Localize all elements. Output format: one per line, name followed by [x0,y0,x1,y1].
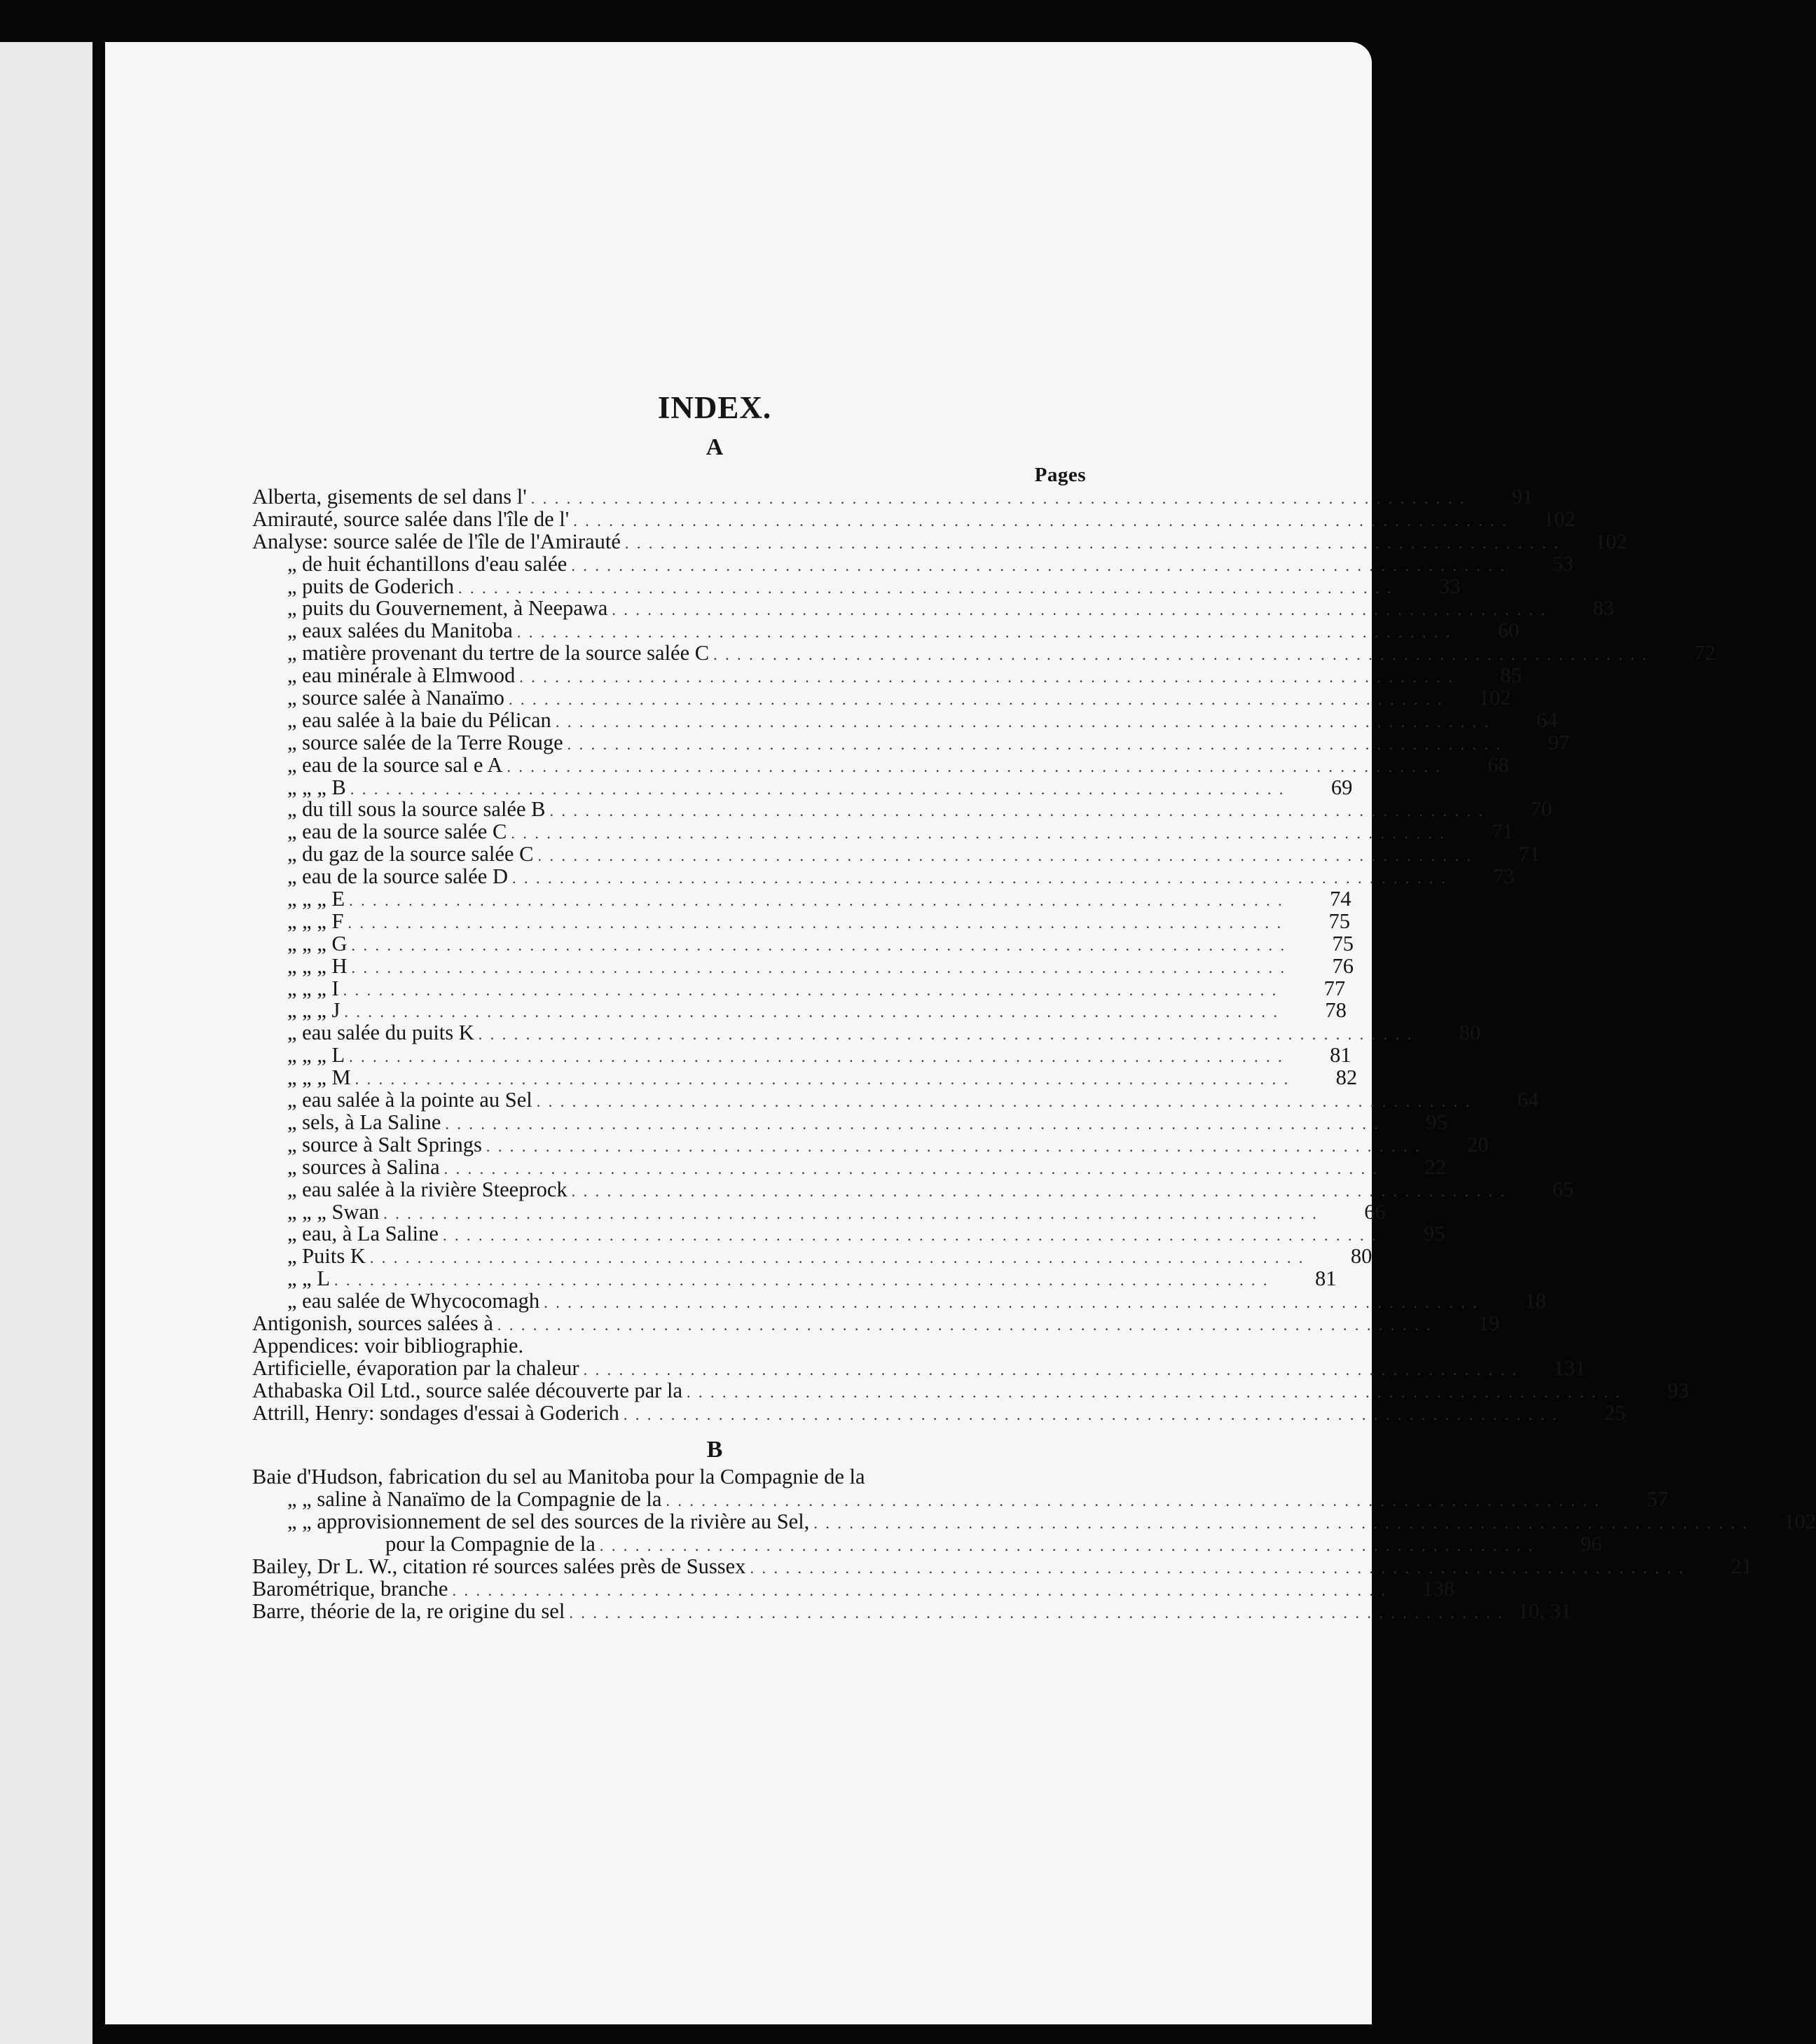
entry-text: „ eau minérale à Elmwood [287,663,516,688]
index-entry [252,909,1350,933]
dot-leader: . . . . . . . . . . . . . . . . . . . . . . . . . . . . . . . . . . . . . . . . . . . . . . . . . . . . . . . . . . . . . . . . . . . . . . . . . . . . . . . [544,1294,1479,1312]
entry-page-number: 76 [1332,953,1354,978]
entry-text: „ „ L [287,1266,330,1291]
index-entry [252,1021,1481,1045]
dot-leader: . . . . . . . . . . . . . . . . . . . . . . . . . . . . . . . . . . . . . . . . . . . . . . . . . . . . . . . . . . . . . . . . . . . . . . . . . . . . . . . [612,601,1547,619]
index-entry [252,1311,1500,1335]
dot-leader: . . . . . . . . . . . . . . . . . . . . . . . . . . . . . . . . . . . . . . . . . . . . . . . . . . . . . . . . . . . . . . . . . . . . . . . . . . . . . . . [497,1316,1433,1334]
index-entry [252,1043,1351,1068]
index-entry [252,1088,1539,1112]
dot-leader: . . . . . . . . . . . . . . . . . . . . . . . . . . . . . . . . . . . . . . . . . . . . . . . . . . . . . . . . . . . . . . . . . . . . . . . . . . . . . . . [516,623,1452,642]
index-entry [252,641,1716,665]
entry-page-number: 19 [1478,1311,1500,1335]
entry-page-number: 102 [1784,1510,1816,1534]
entry-text: „ „ „ G [287,931,348,955]
entry-page-number: 131 [1553,1355,1586,1380]
index-entry [252,953,1354,978]
entry-text: Attrill, Henry: sondages d'essai à Goderich [252,1400,619,1425]
entry-text: „ „ „ F [287,909,344,933]
dot-leader: . . . . . . . . . . . . . . . . . . . . . . . . . . . . . . . . . . . . . . . . . . . . . . . . . . . . . . . . . . . . . . . . . . . . . . . . . . . . . . . [536,1093,1472,1111]
entry-page-number: 71 [1518,842,1540,866]
entry-text: „ „ „ M [287,1065,351,1090]
entry-text: „ du till sous la source salée B [287,797,546,822]
entry-text: „ „ „ Swan [287,1199,380,1224]
facing-page-edge [0,42,92,2044]
index-sections [252,431,1816,1623]
dot-leader: . . . . . . . . . . . . . . . . . . . . . . . . . . . . . . . . . . . . . . . . . . . . . . . . . . . . . . . . . . . . . . . . . . . . . . . . . . . . . . . [571,556,1506,574]
index-entry [252,574,1461,598]
index-entry [252,1222,1445,1246]
index-entry [252,551,1574,576]
dot-leader: . . . . . . . . . . . . . . . . . . . . . . . . . . . . . . . . . . . . . . . . . . . . . . . . . . . . . . . . . . . . . . . . . . . . . . . . . . . . . . . [713,646,1649,664]
entry-text: Barométrique, branche [252,1576,448,1601]
dot-leader: . . . . . . . . . . . . . . . . . . . . . . . . . . . . . . . . . . . . . . . . . . . . . . . . . . . . . . . . . . . . . . . . . . . . . . . . . . . . . . . [624,534,1560,552]
index-entry [252,1487,1668,1512]
entry-text: „ „ „ E [287,887,345,911]
dot-leader: . . . . . . . . . . . . . . . . . . . . . . . . . . . . . . . . . . . . . . . . . . . . . . . . . . . . . . . . . . . . . . . . . . . . . . . . . . . . . . . [343,981,1279,999]
entry-text: „ „ „ H [287,953,348,978]
entry-text: „ eau salée du puits K [287,1021,474,1045]
dot-leader: . . . . . . . . . . . . . . . . . . . . . . . . . . . . . . . . . . . . . . . . . . . . . . . . . . . . . . . . . . . . . . . . . . . . . . . . . . . . . . . [750,1559,1685,1577]
dot-leader: . . . . . . . . . . . . . . . . . . . . . . . . . . . . . . . . . . . . . . . . . . . . . . . . . . . . . . . . . . . . . . . . . . . . . . . . . . . . . . . [623,1405,1559,1423]
entry-page-number: 10, 31 [1518,1598,1571,1623]
entry-text: „ puits de Goderich [287,574,454,598]
index-entry [252,1177,1574,1201]
entry-page-number: 102 [1478,686,1511,710]
entry-text: „ eau de la source salée D [287,864,508,889]
index-entry [252,1598,1571,1623]
index-entry [252,1199,1386,1224]
index-entry [252,752,1509,777]
entry-page-number: 72 [1694,641,1716,665]
entry-text: „ eau salée de Whycocomagh [287,1289,540,1313]
index-entry [252,1132,1489,1156]
dot-leader: . . . . . . . . . . . . . . . . . . . . . . . . . . . . . . . . . . . . . . . . . . . . . . . . . . . . . . . . . . . . . . . . . . . . . . . . . . . . . . . [349,892,1284,910]
dot-leader: . . . . . . . . . . . . . . . . . . . . . . . . . . . . . . . . . . . . . . . . . . . . . . . . . . . . . . . . . . . . . . . . . . . . . . . . . . . . . . . [445,1114,1380,1133]
entry-page-number: 102 [1595,529,1628,553]
entry-page-number: 138 [1422,1576,1454,1601]
entry-text: Barre, théorie de la, re origine du sel [252,1598,565,1623]
entry-page-number: 82 [1335,1065,1358,1090]
entry-text: Artificielle, évaporation par la chaleur [252,1355,579,1380]
index-entry [252,707,1558,732]
entry-text: „ eau salée à la rivière Steeprock [287,1177,568,1201]
entry-page-number: 97 [1548,730,1570,754]
dot-leader: . . . . . . . . . . . . . . . . . . . . . . . . . . . . . . . . . . . . . . . . . . . . . . . . . . . . . . . . . . . . . . . . . . . . . . . . . . . . . . . [666,1492,1601,1510]
index-content [252,384,1816,1623]
index-entry [252,686,1511,710]
dot-leader: . . . . . . . . . . . . . . . . . . . . . . . . . . . . . . . . . . . . . . . . . . . . . . . . . . . . . . . . . . . . . . . . . . . . . . . . . . . . . . . [567,735,1503,753]
index-entry [252,1110,1447,1134]
dot-leader: . . . . . . . . . . . . . . . . . . . . . . . . . . . . . . . . . . . . . . . . . . . . . . . . . . . . . . . . . . . . . . . . . . . . . . . . . . . . . . . [519,668,1454,686]
entry-page-number: 91 [1511,485,1534,509]
entry-text: „ eau de la source salée C [287,820,507,844]
index-entry [252,1532,1602,1556]
dot-leader: . . . . . . . . . . . . . . . . . . . . . . . . . . . . . . . . . . . . . . . . . . . . . . . . . . . . . . . . . . . . . . . . . . . . . . . . . . . . . . . [573,511,1508,530]
entry-page-number: 22 [1424,1154,1447,1179]
dot-leader: . . . . . . . . . . . . . . . . . . . . . . . . . . . . . . . . . . . . . . . . . . . . . . . . . . . . . . . . . . . . . . . . . . . . . . . . . . . . . . . [355,1070,1291,1089]
index-entry [252,1065,1358,1090]
entry-page-number: 78 [1325,998,1347,1023]
entry-text: „ eaux salées du Manitoba [287,619,513,643]
dot-leader: . . . . . . . . . . . . . . . . . . . . . . . . . . . . . . . . . . . . . . . . . . . . . . . . . . . . . . . . . . . . . . . . . . . . . . . . . . . . . . . [442,1227,1378,1245]
entry-text: „ „ saline à Nanaïmo de la Compagnie de la [287,1487,662,1512]
dot-leader: . . . . . . . . . . . . . . . . . . . . . . . . . . . . . . . . . . . . . . . . . . . . . . . . . . . . . . . . . . . . . . . . . . . . . . . . . . . . . . . [599,1537,1535,1555]
dot-leader: . . . . . . . . . . . . . . . . . . . . . . . . . . . . . . . . . . . . . . . . . . . . . . . . . . . . . . . . . . . . . . . . . . . . . . . . . . . . . . . [549,802,1485,820]
index-entry [252,976,1346,1000]
dot-leader: . . . . . . . . . . . . . . . . . . . . . . . . . . . . . . . . . . . . . . . . . . . . . . . . . . . . . . . . . . . . . . . . . . . . . . . . . . . . . . . [452,1581,1387,1599]
entry-text: „ source salée à Nanaïmo [287,686,504,710]
dot-leader: . . . . . . . . . . . . . . . . . . . . . . . . . . . . . . . . . . . . . . . . . . . . . . . . . . . . . . . . . . . . . . . . . . . . . . . . . . . . . . . [350,780,1286,798]
entry-page-number: 64 [1536,707,1558,732]
index-entry [252,1154,1447,1179]
index-entry [252,1378,1689,1402]
dot-leader: . . . . . . . . . . . . . . . . . . . . . . . . . . . . . . . . . . . . . . . . . . . . . . . . . . . . . . . . . . . . . . . . . . . . . . . . . . . . . . . [508,691,1444,709]
index-entry [252,1335,1086,1358]
entry-page-number: 65 [1552,1177,1574,1201]
index-entry [252,1400,1626,1425]
dot-leader: . . . . . . . . . . . . . . . . . . . . . . . . . . . . . . . . . . . . . . . . . . . . . . . . . . . . . . . . . . . . . . . . . . . . . . . . . . . . . . . [349,1048,1284,1066]
dot-leader: . . . . . . . . . . . . . . . . . . . . . . . . . . . . . . . . . . . . . . . . . . . . . . . . . . . . . . . . . . . . . . . . . . . . . . . . . . . . . . . [571,1182,1507,1200]
entry-page-number: 95 [1423,1222,1445,1246]
entry-page-number: 73 [1493,864,1515,889]
index-entry [252,1266,1337,1291]
entry-page-number: 95 [1426,1110,1447,1134]
index-entry [252,842,1540,866]
dot-leader: . . . . . . . . . . . . . . . . . . . . . . . . . . . . . . . . . . . . . . . . . . . . . . . . . . . . . . . . . . . . . . . . . . . . . . . . . . . . . . . [351,958,1287,976]
entry-text: „ eau de la source sal e A [287,752,503,777]
entry-page-number: 75 [1332,931,1354,955]
entry-page-number: 96 [1580,1532,1602,1556]
section-letter: A [706,434,724,460]
entry-page-number: 53 [1552,551,1574,576]
entry-page-number: 77 [1323,976,1346,1000]
pages-column-label: Pages [1034,464,1086,486]
dot-leader: . . . . . . . . . . . . . . . . . . . . . . . . . . . . . . . . . . . . . . . . . . . . . . . . . . . . . . . . . . . . . . . . . . . . . . . . . . . . . . . [537,847,1473,865]
entry-text: Alberta, gisements de sel dans l' [252,485,527,509]
dot-leader: . . . . . . . . . . . . . . . . . . . . . . . . . . . . . . . . . . . . . . . . . . . . . . . . . . . . . . . . . . . . . . . . . . . . . . . . . . . . . . . [344,1003,1279,1021]
index-entry [252,730,1570,754]
entry-page-number: 60 [1497,619,1520,643]
index-entry [252,1355,1586,1380]
entry-text: „ du gaz de la source salée C [287,842,534,866]
entry-text: Antigonish, sources salées à [252,1311,493,1335]
entry-text: „ Puits K [287,1244,366,1269]
entry-text: Analyse: source salée de l'île de l'Amirauté [252,529,621,553]
entry-text: „ „ „ L [287,1043,345,1068]
entry-text: „ eau salée à la pointe au Sel [287,1088,532,1112]
dot-leader: . . . . . . . . . . . . . . . . . . . . . . . . . . . . . . . . . . . . . . . . . . . . . . . . . . . . . . . . . . . . . . . . . . . . . . . . . . . . . . . [530,490,1466,507]
index-entry [252,619,1520,643]
dot-leader: . . . . . . . . . . . . . . . . . . . . . . . . . . . . . . . . . . . . . . . . . . . . . . . . . . . . . . . . . . . . . . . . . . . . . . . . . . . . . . . [583,1360,1519,1379]
entry-page-number: 64 [1517,1088,1539,1112]
dot-leader: . . . . . . . . . . . . . . . . . . . . . . . . . . . . . . . . . . . . . . . . . . . . . . . . . . . . . . . . . . . . . . . . . . . . . . . . . . . . . . . [458,579,1394,597]
dot-leader: . . . . . . . . . . . . . . . . . . . . . . . . . . . . . . . . . . . . . . . . . . . . . . . . . . . . . . . . . . . . . . . . . . . . . . . . . . . . . . . [813,1514,1749,1533]
entry-text: „ eau, à La Saline [287,1222,439,1246]
entry-text: Baie d'Hudson, fabrication du sel au Manitoba pour la Compagnie de la [252,1465,865,1489]
index-entry [252,864,1515,889]
dot-leader: . . . . . . . . . . . . . . . . . . . . . . . . . . . . . . . . . . . . . . . . . . . . . . . . . . . . . . . . . . . . . . . . . . . . . . . . . . . . . . . [486,1137,1422,1155]
dot-leader: . . . . . . . . . . . . . . . . . . . . . . . . . . . . . . . . . . . . . . . . . . . . . . . . . . . . . . . . . . . . . . . . . . . . . . . . . . . . . . . [333,1271,1270,1290]
entry-text: Bailey, Dr L. W., citation ré sources salées près de Sussex [252,1554,746,1578]
dot-leader: . . . . . . . . . . . . . . . . . . . . . . . . . . . . . . . . . . . . . . . . . . . . . . . . . . . . . . . . . . . . . . . . . . . . . . . . . . . . . . . [348,913,1283,932]
entry-page-number: 70 [1530,797,1552,822]
entry-page-number: 69 [1330,775,1353,799]
index-entry [252,1289,1546,1313]
dot-leader: . . . . . . . . . . . . . . . . . . . . . . . . . . . . . . . . . . . . . . . . . . . . . . . . . . . . . . . . . . . . . . . . . . . . . . . . . . . . . . . [686,1383,1622,1401]
entry-page-number: 93 [1667,1378,1689,1402]
entry-page-number: 75 [1328,909,1350,933]
index-entry [252,1510,1816,1534]
entry-text: „ puits du Gouvernement, à Neepawa [287,596,608,621]
index-entry [252,797,1552,822]
entry-page-number: 81 [1314,1266,1337,1291]
index-entry [252,931,1354,955]
entry-page-number: 81 [1330,1043,1351,1068]
entry-page-number: 68 [1487,752,1509,777]
dot-leader: . . . . . . . . . . . . . . . . . . . . . . . . . . . . . . . . . . . . . . . . . . . . . . . . . . . . . . . . . . . . . . . . . . . . . . . . . . . . . . . [351,936,1287,954]
entry-page-number: 21 [1731,1554,1752,1578]
index-entry [252,775,1353,799]
dot-leader: . . . . . . . . . . . . . . . . . . . . . . . . . . . . . . . . . . . . . . . . . . . . . . . . . . . . . . . . . . . . . . . . . . . . . . . . . . . . . . . [369,1249,1305,1267]
section-spacer [252,1424,1086,1434]
dot-leader: . . . . . . . . . . . . . . . . . . . . . . . . . . . . . . . . . . . . . . . . . . . . . . . . . . . . . . . . . . . . . . . . . . . . . . . . . . . . . . . [511,824,1446,843]
entry-page-number: 74 [1330,887,1351,911]
entry-text: Amirauté, source salée dans l'île de l' [252,506,570,531]
entry-page-number: 66 [1364,1199,1386,1224]
entry-page-number: 57 [1646,1487,1668,1512]
entry-text: „ „ „ I [287,976,339,1000]
index-entry [252,529,1628,553]
entry-page-number: 80 [1350,1244,1373,1269]
dot-leader: . . . . . . . . . . . . . . . . . . . . . . . . . . . . . . . . . . . . . . . . . . . . . . . . . . . . . . . . . . . . . . . . . . . . . . . . . . . . . . . [443,1159,1380,1178]
dot-leader: . . . . . . . . . . . . . . . . . . . . . . . . . . . . . . . . . . . . . . . . . . . . . . . . . . . . . . . . . . . . . . . . . . . . . . . . . . . . . . . [383,1204,1319,1222]
section-letter: B [706,1437,723,1463]
index-entry [252,998,1347,1023]
entry-text: „ sels, à La Saline [287,1110,441,1134]
entry-page-number: 83 [1593,596,1614,621]
entry-page-number: 102 [1543,506,1576,531]
entry-page-number: 80 [1459,1021,1481,1045]
entry-text: Athabaska Oil Ltd., source salée découverte par la [252,1378,682,1402]
entry-text: „ eau salée à la baie du Pélican [287,707,551,732]
index-entry [252,820,1513,844]
dot-leader: . . . . . . . . . . . . . . . . . . . . . . . . . . . . . . . . . . . . . . . . . . . . . . . . . . . . . . . . . . . . . . . . . . . . . . . . . . . . . . . [512,869,1447,888]
index-entry [252,1576,1454,1601]
entry-page-number: 20 [1466,1132,1489,1156]
dot-leader: . . . . . . . . . . . . . . . . . . . . . . . . . . . . . . . . . . . . . . . . . . . . . . . . . . . . . . . . . . . . . . . . . . . . . . . . . . . . . . . [555,712,1491,731]
index-entry [252,485,1534,509]
entry-text: „ source à Salt Springs [287,1132,482,1156]
index-entry [252,1466,1086,1489]
index-entry [252,596,1614,621]
entry-page-number: 18 [1525,1289,1546,1313]
dot-leader: . . . . . . . . . . . . . . . . . . . . . . . . . . . . . . . . . . . . . . . . . . . . . . . . . . . . . . . . . . . . . . . . . . . . . . . . . . . . . . . [507,757,1442,775]
entry-text: „ matière provenant du tertre de la source salée C [287,641,710,665]
index-entry [252,663,1522,688]
entry-text: „ „ „ J [287,998,340,1023]
entry-text: Appendices: voir bibliographie. [252,1333,524,1358]
entry-page-number: 33 [1439,574,1461,598]
entry-page-number: 85 [1500,663,1522,688]
entry-page-number: 71 [1492,820,1513,844]
index-entry [252,1554,1752,1578]
page-title: INDEX. [657,390,772,425]
dot-leader: . . . . . . . . . . . . . . . . . . . . . . . . . . . . . . . . . . . . . . . . . . . . . . . . . . . . . . . . . . . . . . . . . . . . . . . . . . . . . . . [478,1026,1414,1044]
index-entry [252,887,1351,911]
entry-text: „ „ approvisionnement de sel des sources de la rivière au Sel, [287,1510,810,1534]
dot-leader: . . . . . . . . . . . . . . . . . . . . . . . . . . . . . . . . . . . . . . . . . . . . . . . . . . . . . . . . . . . . . . . . . . . . . . . . . . . . . . . [569,1603,1504,1622]
index-entry [252,1244,1373,1269]
entry-page-number: 25 [1604,1400,1626,1425]
entry-text: „ „ „ B [287,775,346,799]
entry-text: „ sources à Salina [287,1154,440,1179]
entry-text: „ source salée de la Terre Rouge [287,730,563,754]
entry-text: pour la Compagnie de la [385,1532,596,1556]
entry-text: „ de huit échantillons d'eau salée [287,551,568,576]
index-entry [252,506,1576,531]
